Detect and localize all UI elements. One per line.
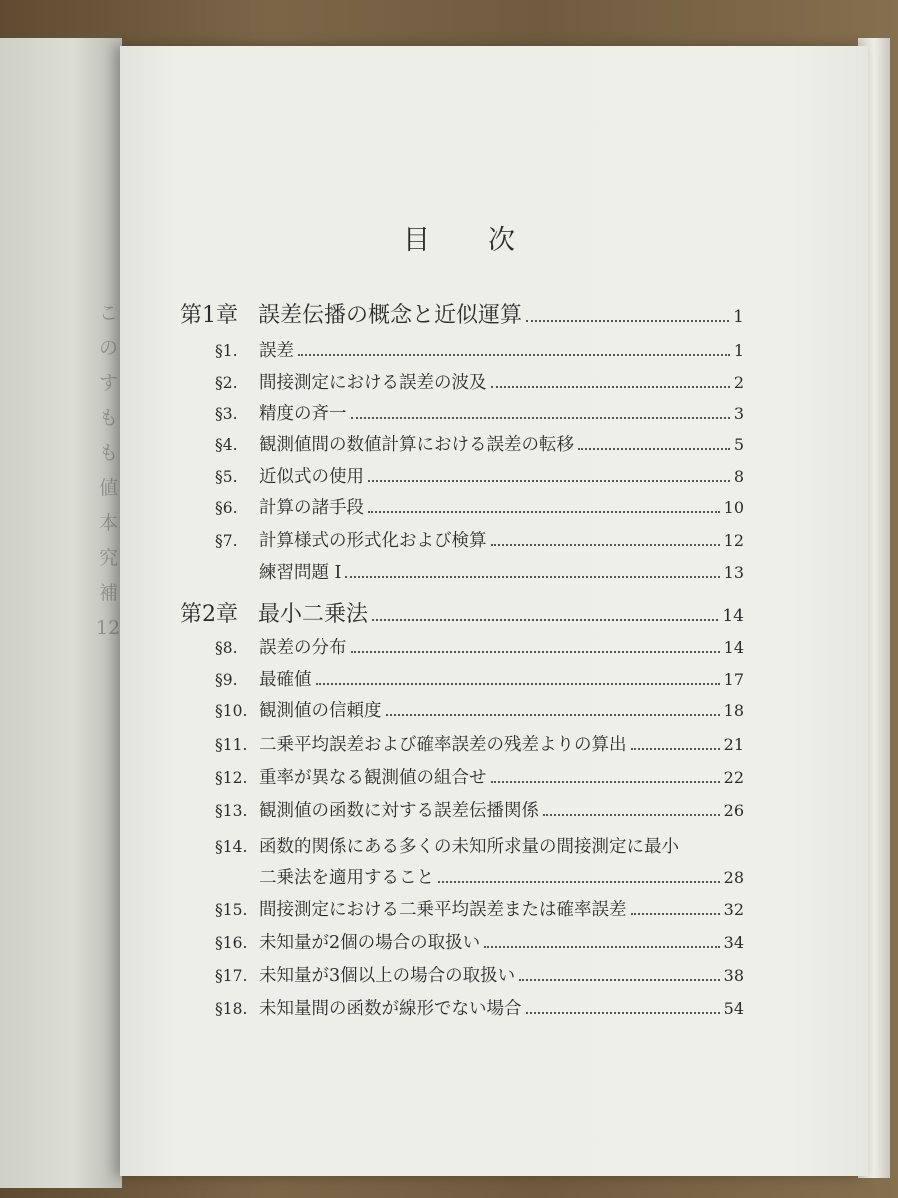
toc-section-entry [215,731,744,756]
entry-number: §6. [215,499,238,517]
entry-number: §9. [215,671,238,689]
entry-number: §14. [215,838,248,856]
dot-leader [298,354,730,356]
left-page-text: 本 [98,512,118,534]
toc-section-entry [215,431,744,456]
left-page-text: こ [98,302,118,324]
page-number: 28 [723,868,744,887]
toc-section-entry [215,697,744,722]
dot-leader [491,386,730,388]
entry-number: §11. [215,736,248,754]
toc-section-entry [215,929,744,954]
entry-number: 第2章 [180,602,238,627]
entry-title: 最確値 [259,670,312,690]
page-number: 54 [723,999,744,1018]
toc-section-entry [215,559,744,584]
page-number: 1 [733,307,744,327]
toc-chapter-entry [180,298,744,329]
dot-leader [351,651,720,653]
dot-leader [484,946,720,948]
dot-leader [526,1012,720,1014]
entry-title: 練習問題 I [259,563,342,583]
entry-title: 二乗法を適用すること [259,868,434,888]
left-page-text: の [98,337,118,359]
left-page-text: 値 [98,477,118,499]
left-page-text: 究 [98,547,118,569]
entry-title: 二乗平均誤差および確率誤差の残差よりの算出 [259,735,627,755]
entry-title: 間接測定における誤差の波及 [259,373,487,393]
dot-leader [491,544,720,546]
entry-title: 誤差伝播の概念と近似運算 [258,303,523,328]
toc-section-entry [215,527,744,552]
toc-section-entry [215,896,744,921]
toc-section-entry [215,797,744,822]
page-number: 8 [733,467,744,486]
toc-section-entry [215,494,744,519]
page-number: 10 [723,498,744,517]
entry-title: 間接測定における二乗平均誤差または確率誤差 [259,900,627,920]
toc-title: 目次 [403,225,573,256]
left-page-text: す [98,372,118,394]
entry-number: §13. [215,802,248,820]
toc-section-entry [215,864,744,889]
dot-leader [519,979,720,981]
dot-leader [372,619,718,621]
page-number: 12 [723,531,744,550]
page-number: 34 [723,933,744,952]
page-number: 5 [733,435,744,454]
entry-title: 観測値の信頼度 [259,701,382,721]
toc-section-entry [215,962,744,987]
toc-section-entry [215,634,744,659]
page-number: 13 [723,563,744,582]
entry-title: 観測値間の数値計算における誤差の転移 [259,435,574,455]
entry-number: §18. [215,1000,248,1018]
dot-leader [351,417,730,419]
page-number: 14 [722,606,744,626]
toc-section-entry [215,463,744,488]
entry-number: §5. [215,468,238,486]
entry-number: §2. [215,374,238,392]
page-number: 18 [723,701,744,720]
toc-chapter-entry [180,597,744,628]
dot-leader [491,781,720,783]
page-number: 3 [733,404,744,423]
dot-leader [368,511,720,513]
entry-title: 最小二乗法 [258,602,369,627]
toc-section-entry [215,833,744,858]
left-page-text: も [98,407,118,429]
entry-number: §10. [215,702,248,720]
dot-leader [543,814,720,816]
entry-title: 精度の斉一 [259,404,347,424]
dot-leader [316,683,720,685]
dot-leader [578,448,730,450]
entry-title: 計算様式の形式化および検算 [259,531,487,551]
page-number: 26 [723,801,744,820]
dot-leader [631,913,720,915]
entry-number: §16. [215,934,248,952]
toc-section-entry [215,666,744,691]
page-number: 1 [733,341,744,360]
left-page [0,38,122,1188]
entry-number: §3. [215,405,238,423]
toc-section-entry [215,337,744,362]
page-number: 17 [723,670,744,689]
toc-section-entry [215,995,744,1020]
dot-leader [438,881,720,883]
dot-leader [368,480,730,482]
entry-title: 未知量間の函数が線形でない場合 [259,999,522,1019]
page-number: 38 [723,966,744,985]
entry-title: 近似式の使用 [259,467,364,487]
entry-number: §7. [215,532,238,550]
toc-section-entry [215,369,744,394]
entry-title: 計算の諸手段 [259,498,364,518]
page-number: 22 [723,768,744,787]
entry-title: 重率が異なる観測値の組合せ [259,768,487,788]
toc-section-entry [215,400,744,425]
dot-leader [631,748,720,750]
left-page-text: も [98,442,118,464]
dot-leader [386,714,720,716]
entry-title: 函数的関係にある多くの未知所求量の間接測定に最小 [259,837,679,857]
entry-number: 第1章 [180,303,238,328]
entry-title: 未知量が3個以上の場合の取扱い [259,966,516,986]
entry-number: §4. [215,436,238,454]
entry-number: §17. [215,967,248,985]
left-page-text: 補 [98,582,118,604]
page-number: 32 [723,900,744,919]
entry-title: 誤差 [259,341,294,361]
entry-number: §8. [215,639,238,657]
entry-number: §15. [215,901,248,919]
entry-title: 未知量が2個の場合の取扱い [259,933,481,953]
left-page-text: 12 [96,617,121,639]
dot-leader [345,576,719,578]
page-number: 21 [723,735,744,754]
entry-number: §12. [215,769,248,787]
page-number: 14 [723,638,744,657]
entry-title: 誤差の分布 [259,638,347,658]
toc-section-entry [215,764,744,789]
page-number: 2 [733,373,744,392]
entry-title: 観測値の函数に対する誤差伝播関係 [259,801,539,821]
entry-number: §1. [215,342,238,360]
dot-leader [526,320,729,322]
